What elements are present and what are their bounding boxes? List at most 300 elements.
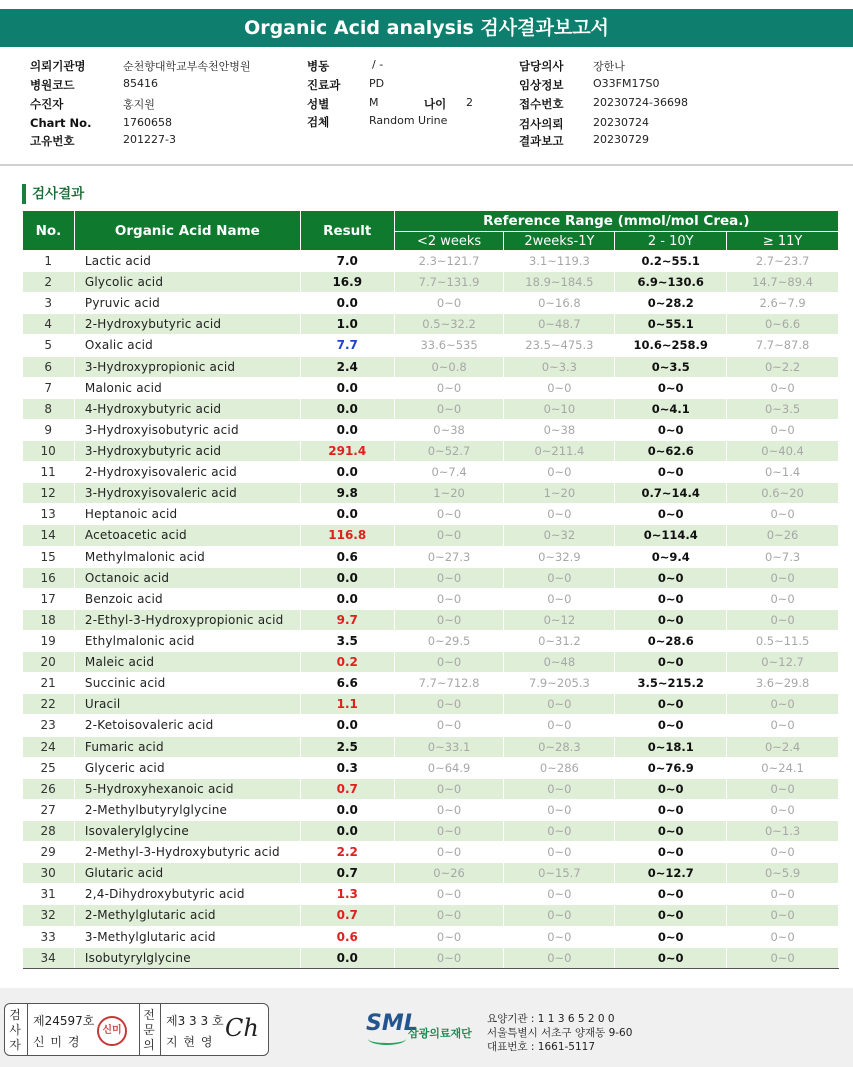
result-value: 6.6 [300, 673, 394, 694]
ref-2-10y: 0~0 [615, 778, 727, 799]
ref-11y-plus: 0~0 [727, 778, 839, 799]
table-row [23, 546, 839, 567]
ref-2-10y: 0~0 [615, 609, 727, 630]
header-name: Organic Acid Name [74, 211, 300, 251]
ref-2weeks-1y: 0~0 [504, 694, 615, 715]
ref-2weeks-1y: 0~0 [504, 842, 615, 863]
ref-2weeks-1y: 0~0 [504, 567, 615, 588]
ref-2weeks-1y: 0~12 [504, 609, 615, 630]
results-table [22, 210, 839, 969]
ref-2-10y: 0~0 [615, 652, 727, 673]
ref-11y-plus: 3.6~29.8 [727, 673, 839, 694]
table-row [23, 335, 839, 356]
ref-2weeks-1y: 0~0 [504, 715, 615, 736]
ref-under-2weeks: 0~0 [394, 567, 504, 588]
ref-2-10y: 0~3.5 [615, 356, 727, 377]
ref-2weeks-1y: 0~10 [504, 398, 615, 419]
table-row [23, 905, 839, 926]
row-number: 8 [23, 398, 75, 419]
acid-name: Succinic acid [74, 673, 300, 694]
divider [0, 164, 853, 166]
ref-11y-plus: 2.6~7.9 [727, 293, 839, 314]
row-number: 2 [23, 272, 75, 293]
table-row [23, 609, 839, 630]
table-row [23, 884, 839, 905]
ref-11y-plus: 7.7~87.8 [727, 335, 839, 356]
ref-under-2weeks: 0~33.1 [394, 736, 504, 757]
ref-2weeks-1y: 0~48 [504, 652, 615, 673]
ref-2weeks-1y: 0~0 [504, 778, 615, 799]
header-result: Result [300, 211, 394, 251]
ref-under-2weeks: 0~0 [394, 398, 504, 419]
result-value: 9.8 [300, 483, 394, 504]
ref-11y-plus: 14.7~89.4 [727, 272, 839, 293]
ref-2weeks-1y: 0~0 [504, 504, 615, 525]
acid-name: Glyceric acid [74, 757, 300, 778]
ref-2-10y: 0~0 [615, 926, 727, 947]
result-value: 7.0 [300, 251, 394, 272]
result-value: 0.0 [300, 567, 394, 588]
chart-value: 1760658 [123, 116, 172, 129]
result-value: 0.0 [300, 504, 394, 525]
ref-2-10y: 0~114.4 [615, 525, 727, 546]
ref-2-10y: 0~4.1 [615, 398, 727, 419]
result-value: 0.2 [300, 652, 394, 673]
acid-name: 4-Hydroxybutyric acid [74, 398, 300, 419]
ref-under-2weeks: 0~64.9 [394, 757, 504, 778]
acid-name: 3-Hydroxyisovaleric acid [74, 483, 300, 504]
ref-2weeks-1y: 0~3.3 [504, 356, 615, 377]
ref-under-2weeks: 0~0 [394, 588, 504, 609]
table-row [23, 588, 839, 609]
ref-11y-plus: 0~0 [727, 504, 839, 525]
ref-11y-plus: 0~2.2 [727, 356, 839, 377]
ref-11y-plus: 0~3.5 [727, 398, 839, 419]
table-row [23, 440, 839, 461]
ref-2weeks-1y: 0~28.3 [504, 736, 615, 757]
ref-under-2weeks: 33.6~535 [394, 335, 504, 356]
row-number: 26 [23, 778, 75, 799]
row-number: 30 [23, 863, 75, 884]
result-value: 2.5 [300, 736, 394, 757]
ref-2-10y: 0~0 [615, 419, 727, 440]
table-row [23, 293, 839, 314]
ref-11y-plus: 0~2.4 [727, 736, 839, 757]
specimen-label: 검체 [307, 115, 330, 129]
table-row [23, 652, 839, 673]
row-number: 33 [23, 926, 75, 947]
ref-2-10y: 3.5~215.2 [615, 673, 727, 694]
ref-under-2weeks: 0~0 [394, 652, 504, 673]
acid-name: Maleic acid [74, 652, 300, 673]
row-number: 32 [23, 905, 75, 926]
ref-under-2weeks: 0~0 [394, 377, 504, 398]
sml-logo-arc [368, 1033, 406, 1045]
result-value: 116.8 [300, 525, 394, 546]
row-number: 22 [23, 694, 75, 715]
row-number: 34 [23, 947, 75, 968]
acid-name: 3-Hydroxybutyric acid [74, 440, 300, 461]
row-number: 31 [23, 884, 75, 905]
ward-label: 병동 [307, 59, 330, 73]
table-row [23, 799, 839, 820]
ref-2-10y: 0.7~14.4 [615, 483, 727, 504]
table-row [23, 863, 839, 884]
row-number: 7 [23, 377, 75, 398]
ref-under-2weeks: 0~38 [394, 419, 504, 440]
result-value: 0.0 [300, 588, 394, 609]
ref-2-10y: 0~28.2 [615, 293, 727, 314]
request-value: 20230724 [593, 116, 649, 129]
row-number: 11 [23, 462, 75, 483]
ref-2-10y: 0~0 [615, 820, 727, 841]
table-row [23, 356, 839, 377]
row-number: 24 [23, 736, 75, 757]
result-value: 0.0 [300, 377, 394, 398]
table-row [23, 504, 839, 525]
table-row [23, 462, 839, 483]
result-value: 0.3 [300, 757, 394, 778]
sex-value: M [369, 96, 379, 109]
ref-2weeks-1y: 0~48.7 [504, 314, 615, 335]
acid-name: 3-Hydroxyisobutyric acid [74, 419, 300, 440]
ref-11y-plus: 0~0 [727, 694, 839, 715]
acid-name: 2-Methylglutaric acid [74, 905, 300, 926]
acid-name: Methylmalonic acid [74, 546, 300, 567]
chart-label: Chart No. [30, 116, 92, 130]
acid-name: 2,4-Dihydroxybutyric acid [74, 884, 300, 905]
examiner-number: 제24597호 [33, 1014, 95, 1028]
ref-2-10y: 0~18.1 [615, 736, 727, 757]
ref-under-2weeks: 0~0 [394, 905, 504, 926]
ref-under-2weeks: 2.3~121.7 [394, 251, 504, 272]
specialist-label: 전 문 의 [143, 1008, 155, 1052]
receipt-value: 20230724-36698 [593, 96, 688, 109]
examiner-label: 검 사 자 [9, 1008, 21, 1052]
ref-11y-plus: 0~0 [727, 715, 839, 736]
acid-name: Ethylmalonic acid [74, 630, 300, 651]
table-row [23, 947, 839, 968]
acid-name: Acetoacetic acid [74, 525, 300, 546]
ref-2weeks-1y: 0~0 [504, 926, 615, 947]
result-value: 0.0 [300, 462, 394, 483]
examiner-name: 신 미 경 [33, 1035, 81, 1049]
ref-under-2weeks: 0~52.7 [394, 440, 504, 461]
sml-logo-org: 삼광의료재단 [408, 1027, 472, 1040]
dept-label: 진료과 [307, 78, 341, 92]
report-date-label: 결과보고 [519, 134, 564, 148]
result-value: 291.4 [300, 440, 394, 461]
sml-logo [366, 1011, 478, 1049]
result-value: 0.0 [300, 398, 394, 419]
result-value: 1.1 [300, 694, 394, 715]
sml-logo-text: SML [366, 1011, 418, 1036]
header-reference-range: Reference Range (mmol/mol Crea.) [394, 211, 838, 232]
row-number: 12 [23, 483, 75, 504]
uid-label: 고유번호 [30, 134, 75, 148]
ref-2weeks-1y: 0~32 [504, 525, 615, 546]
ref-2weeks-1y: 7.9~205.3 [504, 673, 615, 694]
ref-2-10y: 0.2~55.1 [615, 251, 727, 272]
ref-2-10y: 0~0 [615, 715, 727, 736]
ref-2-10y: 6.9~130.6 [615, 272, 727, 293]
clinical-label: 임상정보 [519, 78, 564, 92]
sex-label: 성별 [307, 97, 330, 111]
table-row [23, 567, 839, 588]
result-value: 16.9 [300, 272, 394, 293]
result-value: 2.4 [300, 356, 394, 377]
ref-2weeks-1y: 1~20 [504, 483, 615, 504]
doctor-label: 담당의사 [519, 59, 564, 73]
row-number: 10 [23, 440, 75, 461]
ref-under-2weeks: 0~0 [394, 778, 504, 799]
acid-name: 2-Methyl-3-Hydroxybutyric acid [74, 842, 300, 863]
header-no: No. [23, 211, 75, 251]
acid-name: 2-Ethyl-3-Hydroxypropionic acid [74, 609, 300, 630]
ref-2weeks-1y: 0~0 [504, 588, 615, 609]
hospcode-label: 병원코드 [30, 78, 75, 92]
clinical-value: O33FM17S0 [593, 77, 660, 90]
result-value: 9.7 [300, 609, 394, 630]
table-row [23, 314, 839, 335]
ref-under-2weeks: 0~0 [394, 525, 504, 546]
acid-name: Heptanoic acid [74, 504, 300, 525]
ref-2weeks-1y: 0~0 [504, 947, 615, 968]
acid-name: Benzoic acid [74, 588, 300, 609]
ref-11y-plus: 2.7~23.7 [727, 251, 839, 272]
ref-under-2weeks: 0~0 [394, 926, 504, 947]
acid-name: Lactic acid [74, 251, 300, 272]
result-value: 2.2 [300, 842, 394, 863]
examiner-stamp: 신미 [97, 1016, 127, 1046]
acid-name: Isobutyrylglycine [74, 947, 300, 968]
table-row [23, 525, 839, 546]
ref-11y-plus: 0.6~20 [727, 483, 839, 504]
request-label: 검사의뢰 [519, 117, 564, 131]
table-row [23, 673, 839, 694]
table-row [23, 715, 839, 736]
ref-11y-plus: 0~5.9 [727, 863, 839, 884]
row-number: 9 [23, 419, 75, 440]
sig-divider [139, 1004, 140, 1055]
acid-name: Glycolic acid [74, 272, 300, 293]
table-row [23, 736, 839, 757]
ref-11y-plus: 0~6.6 [727, 314, 839, 335]
ref-2weeks-1y: 18.9~184.5 [504, 272, 615, 293]
row-number: 13 [23, 504, 75, 525]
result-value: 0.0 [300, 947, 394, 968]
row-number: 29 [23, 842, 75, 863]
row-number: 20 [23, 652, 75, 673]
table-row [23, 820, 839, 841]
acid-name: Pyruvic acid [74, 293, 300, 314]
result-value: 0.7 [300, 863, 394, 884]
ref-under-2weeks: 0~0 [394, 694, 504, 715]
result-value: 0.0 [300, 419, 394, 440]
ref-2-10y: 0~76.9 [615, 757, 727, 778]
acid-name: Oxalic acid [74, 335, 300, 356]
ref-2-10y: 0~0 [615, 377, 727, 398]
sig-divider [160, 1004, 161, 1055]
ref-2-10y: 0~0 [615, 462, 727, 483]
ref-2weeks-1y: 0~211.4 [504, 440, 615, 461]
ref-2weeks-1y: 3.1~119.3 [504, 251, 615, 272]
acid-name: Uracil [74, 694, 300, 715]
ref-2weeks-1y: 0~32.9 [504, 546, 615, 567]
acid-name: Octanoic acid [74, 567, 300, 588]
result-value: 0.6 [300, 546, 394, 567]
ref-11y-plus: 0~1.4 [727, 462, 839, 483]
sig-divider [27, 1004, 28, 1055]
ref-2weeks-1y: 0~0 [504, 884, 615, 905]
ref-2weeks-1y: 0~31.2 [504, 630, 615, 651]
ref-11y-plus: 0~0 [727, 567, 839, 588]
row-number: 17 [23, 588, 75, 609]
dept-value: PD [369, 77, 385, 90]
result-value: 7.7 [300, 335, 394, 356]
table-row [23, 272, 839, 293]
acid-name: Isovalerylglycine [74, 820, 300, 841]
acid-name: 2-Ketoisovaleric acid [74, 715, 300, 736]
ref-11y-plus: 0~0 [727, 588, 839, 609]
table-row [23, 630, 839, 651]
ref-under-2weeks: 0~0 [394, 884, 504, 905]
result-value: 0.6 [300, 926, 394, 947]
ref-2-10y: 0~0 [615, 799, 727, 820]
result-value: 0.7 [300, 778, 394, 799]
result-value: 0.0 [300, 820, 394, 841]
age-value: 2 [466, 96, 473, 109]
row-number: 21 [23, 673, 75, 694]
ref-2weeks-1y: 0~15.7 [504, 863, 615, 884]
specialist-number: 제3 3 3 호 [166, 1014, 224, 1028]
ref-under-2weeks: 0~0 [394, 715, 504, 736]
report-date-value: 20230729 [593, 133, 649, 146]
specialist-signature: Ch [225, 1014, 259, 1042]
ref-under-2weeks: 0~0 [394, 293, 504, 314]
acid-name: 2-Hydroxybutyric acid [74, 314, 300, 335]
table-row [23, 757, 839, 778]
ref-2-10y: 0~0 [615, 694, 727, 715]
row-number: 4 [23, 314, 75, 335]
ref-under-2weeks: 1~20 [394, 483, 504, 504]
institution-phone: 대표번호 : 1661-5117 [487, 1041, 596, 1053]
ref-2weeks-1y: 23.5~475.3 [504, 335, 615, 356]
header-ref-under-2weeks: <2 weeks [394, 232, 504, 251]
ref-2-10y: 0~0 [615, 842, 727, 863]
report-title: Organic Acid analysis 검사결과보고서 [0, 9, 853, 47]
acid-name: 2-Methylbutyrylglycine [74, 799, 300, 820]
ref-under-2weeks: 7.7~712.8 [394, 673, 504, 694]
row-number: 25 [23, 757, 75, 778]
acid-name: Glutaric acid [74, 863, 300, 884]
ref-2-10y: 0~0 [615, 905, 727, 926]
row-number: 23 [23, 715, 75, 736]
ref-11y-plus: 0~0 [727, 905, 839, 926]
ref-2weeks-1y: 0~16.8 [504, 293, 615, 314]
table-row [23, 483, 839, 504]
institution-code: 요양기관 : 1 1 3 6 5 2 0 0 [487, 1013, 615, 1025]
ref-under-2weeks: 0~0.8 [394, 356, 504, 377]
table-row [23, 251, 839, 272]
result-value: 0.7 [300, 905, 394, 926]
ref-under-2weeks: 0~0 [394, 504, 504, 525]
ref-2weeks-1y: 0~0 [504, 905, 615, 926]
ward-value: / - [372, 58, 384, 71]
ref-under-2weeks: 0.5~32.2 [394, 314, 504, 335]
ref-11y-plus: 0~12.7 [727, 652, 839, 673]
header-ref-2weeks-1y: 2weeks-1Y [504, 232, 615, 251]
row-number: 5 [23, 335, 75, 356]
ref-under-2weeks: 0~7.4 [394, 462, 504, 483]
row-number: 16 [23, 567, 75, 588]
acid-name: 3-Hydroxypropionic acid [74, 356, 300, 377]
hospital-label: 의뢰기관명 [30, 59, 86, 73]
ref-under-2weeks: 0~27.3 [394, 546, 504, 567]
uid-value: 201227-3 [123, 133, 176, 146]
ref-under-2weeks: 0~26 [394, 863, 504, 884]
ref-2-10y: 0~28.6 [615, 630, 727, 651]
result-value: 1.3 [300, 884, 394, 905]
ref-11y-plus: 0~0 [727, 947, 839, 968]
table-row [23, 926, 839, 947]
ref-2weeks-1y: 0~0 [504, 462, 615, 483]
ref-under-2weeks: 7.7~131.9 [394, 272, 504, 293]
ref-2-10y: 0~0 [615, 588, 727, 609]
header-ref-11y-plus: ≥ 11Y [727, 232, 839, 251]
table-row [23, 842, 839, 863]
table-row [23, 377, 839, 398]
ref-11y-plus: 0~0 [727, 419, 839, 440]
ref-2weeks-1y: 0~0 [504, 799, 615, 820]
acid-name: 5-Hydroxyhexanoic acid [74, 778, 300, 799]
institution-info [487, 1012, 632, 1054]
ref-2-10y: 10.6~258.9 [615, 335, 727, 356]
ref-2weeks-1y: 0~0 [504, 377, 615, 398]
acid-name: 3-Methylglutaric acid [74, 926, 300, 947]
row-number: 27 [23, 799, 75, 820]
section-title: 검사결과 [22, 184, 84, 204]
specimen-value: Random Urine [369, 114, 448, 127]
table-row [23, 398, 839, 419]
ref-under-2weeks: 0~29.5 [394, 630, 504, 651]
ref-2-10y: 0~55.1 [615, 314, 727, 335]
acid-name: Malonic acid [74, 377, 300, 398]
patient-info [0, 57, 853, 153]
doctor-value: 장한나 [593, 60, 625, 73]
ref-under-2weeks: 0~0 [394, 842, 504, 863]
header-ref-2-10y: 2 - 10Y [615, 232, 727, 251]
ref-11y-plus: 0~7.3 [727, 546, 839, 567]
ref-11y-plus: 0~24.1 [727, 757, 839, 778]
result-value: 1.0 [300, 314, 394, 335]
results-body [23, 251, 839, 969]
result-value: 0.0 [300, 715, 394, 736]
result-value: 0.0 [300, 799, 394, 820]
ref-11y-plus: 0~40.4 [727, 440, 839, 461]
result-value: 3.5 [300, 630, 394, 651]
ref-2-10y: 0~9.4 [615, 546, 727, 567]
ref-2weeks-1y: 0~286 [504, 757, 615, 778]
institution-address: 서울특별시 서초구 양재동 9-60 [487, 1027, 633, 1039]
row-number: 6 [23, 356, 75, 377]
ref-11y-plus: 0~1.3 [727, 820, 839, 841]
row-number: 3 [23, 293, 75, 314]
row-number: 14 [23, 525, 75, 546]
specialist-name: 지 현 영 [166, 1035, 214, 1049]
ref-2-10y: 0~12.7 [615, 863, 727, 884]
row-number: 15 [23, 546, 75, 567]
